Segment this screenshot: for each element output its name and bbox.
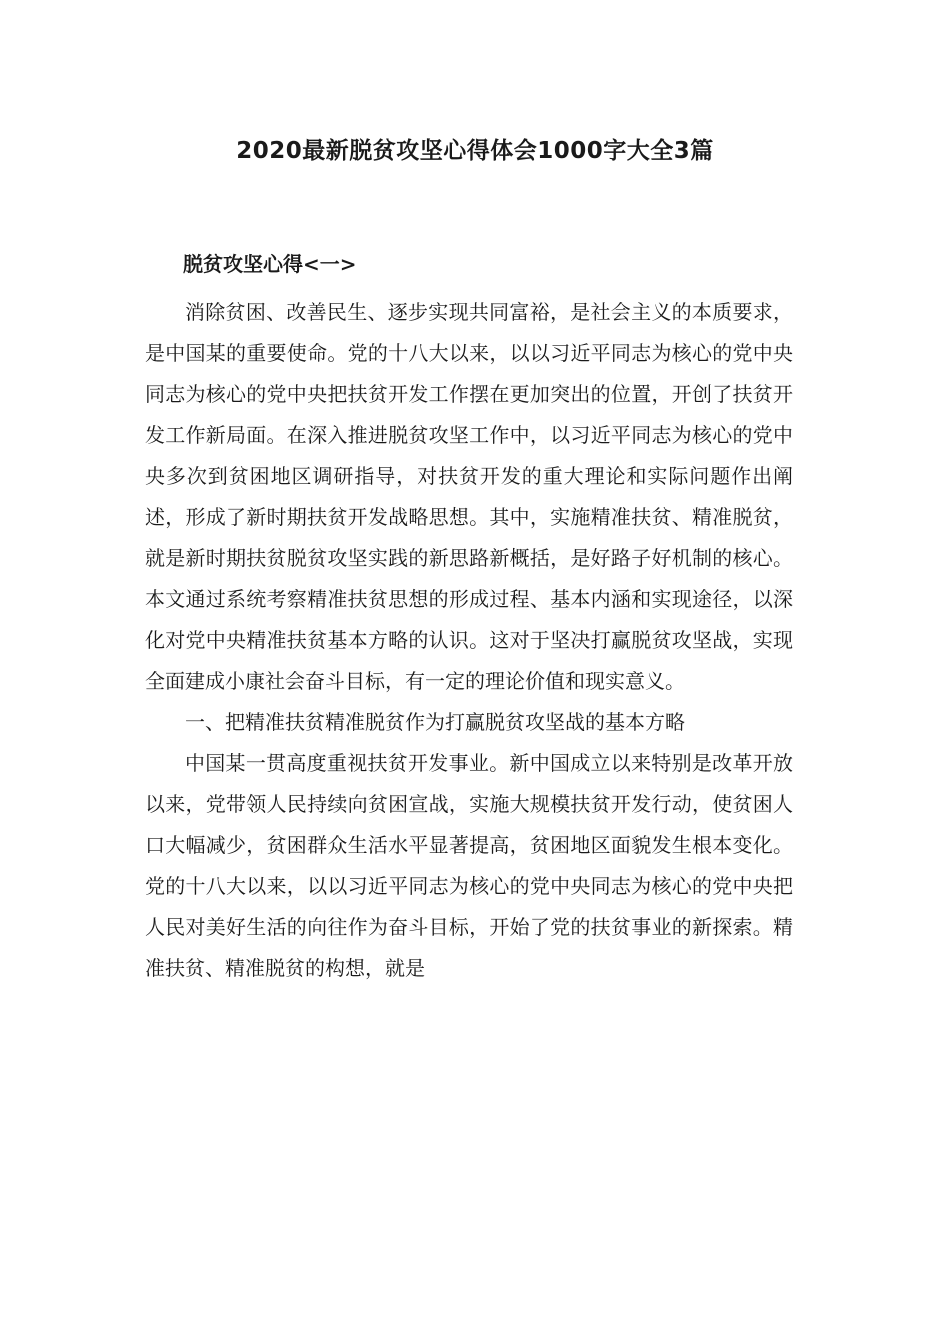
document-title: 2020最新脱贫攻坚心得体会1000字大全3篇: [236, 138, 714, 164]
paragraph-2: 中国某一贯高度重视扶贫开发事业。新中国成立以来特别是改革开放以来，党带领人民持续向贫困宣战，实施大规模扶贫开发行动，使贫困人口大幅减少，贫困群众生活水平显著提高，贫困地区面貌发生根本变化。党的十八大以来，以以习近平同志为核心的党中央同志为核心的党中央把人民对美好生活的向往作为奋斗目标，开始了党的扶贫事业的新探索。精准扶贫、精准脱贫的构想，就是: [145, 751, 793, 980]
document-body: [145, 292, 793, 989]
section-heading: 脱贫攻坚心得<一>: [183, 252, 357, 276]
paragraph-1: 消除贫困、改善民生、逐步实现共同富裕，是社会主义的本质要求，是中国某的重要使命。党的十八大以来，以以习近平同志为核心的党中央同志为核心的党中央把扶贫开发工作摆在更加突出的位置，开创了扶贫开发工作新局面。在深入推进脱贫攻坚工作中，以习近平同志为核心的党中央多次到贫困地区调研指导，对扶贫开发的重大理论和实际问题作出阐述，形成了新时期扶贫开发战略思想。其中，实施精准扶贫、精准脱贫，就是新时期扶贫脱贫攻坚实践的新思路新概括，是好路子好机制的核心。本文通过系统考察精准扶贫思想的形成过程、基本内涵和实现途径，以深化对党中央精准扶贫基本方略的认识。这对于坚决打赢脱贫攻坚战，实现全面建成小康社会奋斗目标，有一定的理论价值和现实意义。: [145, 300, 793, 693]
subheading-1: 一、把精准扶贫精准脱贫作为打赢脱贫攻坚战的基本方略: [185, 710, 685, 734]
